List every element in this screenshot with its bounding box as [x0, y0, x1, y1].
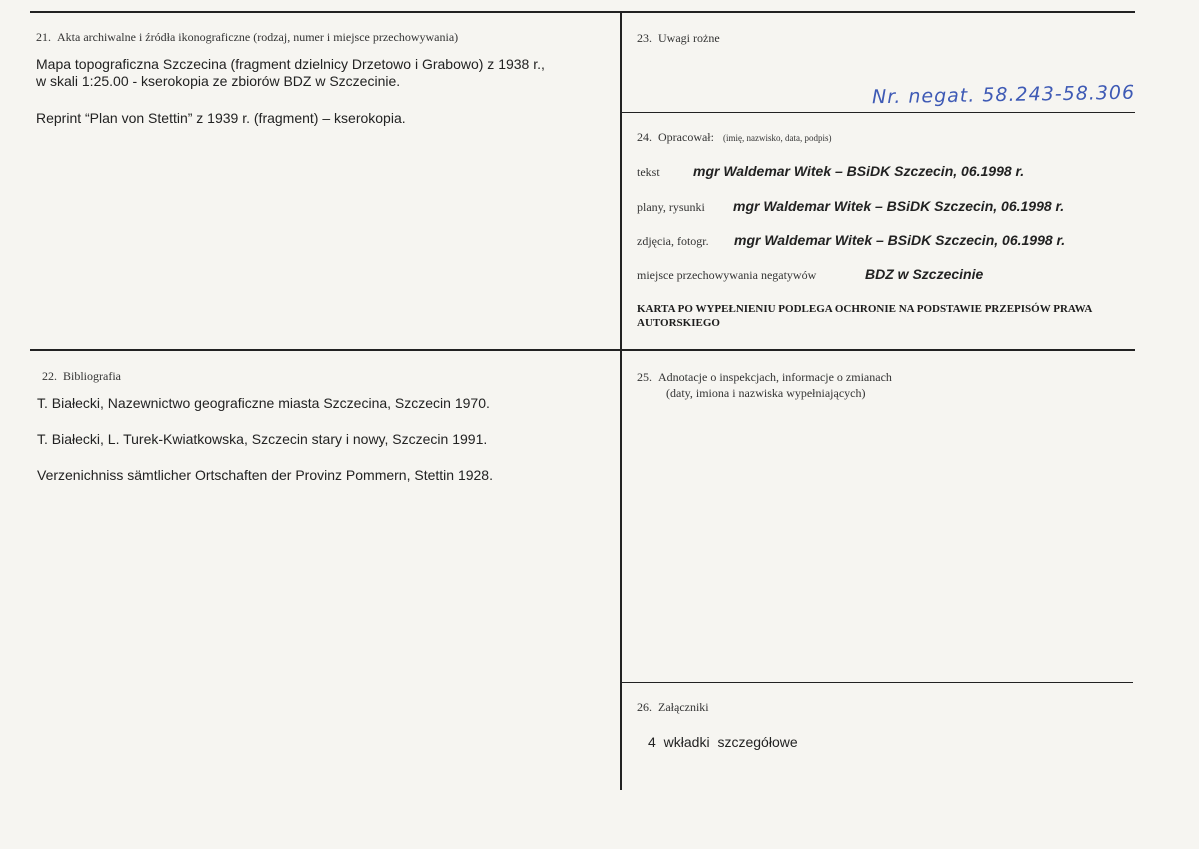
field24-row-negatives [637, 266, 983, 284]
field22-line-3: Verzenichniss sämtlicher Ortschaften der Provinz Pommern, Stettin 1928. [37, 467, 493, 483]
field21-line-2: w skali 1:25.00 - kserokopia ze zbiorów BDZ w Szczecinie. [36, 73, 401, 89]
field25-label-2: (daty, imiona i nazwiska wypełniających) [666, 386, 866, 400]
row-value-plans: mgr Waldemar Witek – BSiDK Szczecin, 06.1998 r. [733, 198, 1065, 214]
copyright-note: KARTA PO WYPEŁNIENIU PODLEGA OCHRONIE NA PODSTAWIE PRZEPISÓW PRAWA AUTORSKIEGO [637, 303, 1092, 329]
field21-number: 21. [36, 30, 51, 44]
top-border [30, 11, 1135, 13]
field22-number: 22. [42, 369, 57, 383]
row-label-plans: plany, rysunki [637, 200, 705, 214]
field26-heading [637, 700, 709, 715]
center-divider [620, 12, 622, 790]
field25-number: 25. [637, 370, 652, 384]
row-value-negatives: BDZ w Szczecinie [865, 266, 984, 282]
field23-label: Uwagi rożne [658, 31, 720, 45]
field24-row-photos [637, 232, 1065, 250]
field21-line-3: Reprint “Plan von Stettin” z 1939 r. (fragment) – kserokopia. [36, 110, 406, 126]
field24-label-small: (imię, nazwisko, data, podpis) [722, 133, 832, 143]
field23-number: 23. [637, 31, 652, 45]
handwritten-negative-numbers: Nr. negat. 58.243-58.306 [871, 81, 1136, 109]
field21-line-1: Mapa topograficzna Szczecina (fragment dzielnicy Drzetowo i Grabowo) z 1938 r., [36, 56, 545, 72]
field24-row-plans [637, 198, 1064, 216]
divider-25-26 [621, 682, 1133, 683]
field21-heading [36, 30, 458, 45]
field26-number: 26. [637, 700, 652, 714]
field23-heading [637, 31, 720, 46]
field24-heading [637, 130, 831, 145]
field24-label: Opracował: [658, 130, 714, 144]
field22-line-2: T. Białecki, L. Turek-Kwiatkowska, Szczecin stary i nowy, Szczecin 1991. [37, 431, 488, 447]
field25-heading [637, 370, 892, 385]
field24-number: 24. [637, 130, 652, 144]
row-value-text: mgr Waldemar Witek – BSiDK Szczecin, 06.1998 r. [693, 163, 1025, 179]
row-label-text: tekst [637, 165, 660, 179]
row-label-photos: zdjęcia, fotogr. [637, 234, 709, 248]
divider-row [30, 349, 1135, 351]
field25-label: Adnotacje o inspekcjach, informacje o zmianach [658, 370, 892, 384]
field26-value: 4 wkładki szczegółowe [648, 734, 798, 750]
row-value-photos: mgr Waldemar Witek – BSiDK Szczecin, 06.1998 r. [734, 232, 1066, 248]
field22-heading [42, 369, 121, 384]
field22-line-1: T. Białecki, Nazewnictwo geograficzne miasta Szczecina, Szczecin 1970. [37, 395, 490, 411]
row-label-negatives: miejsce przechowywania negatywów [637, 268, 817, 282]
field26-label: Załączniki [658, 700, 709, 714]
divider-23-24 [621, 112, 1135, 113]
field24-row-text [637, 163, 1024, 181]
field21-label: Akta archiwalne i źródła ikonograficzne (rodzaj, numer i miejsce przechowywania) [57, 30, 459, 44]
field22-label: Bibliografia [63, 369, 121, 383]
